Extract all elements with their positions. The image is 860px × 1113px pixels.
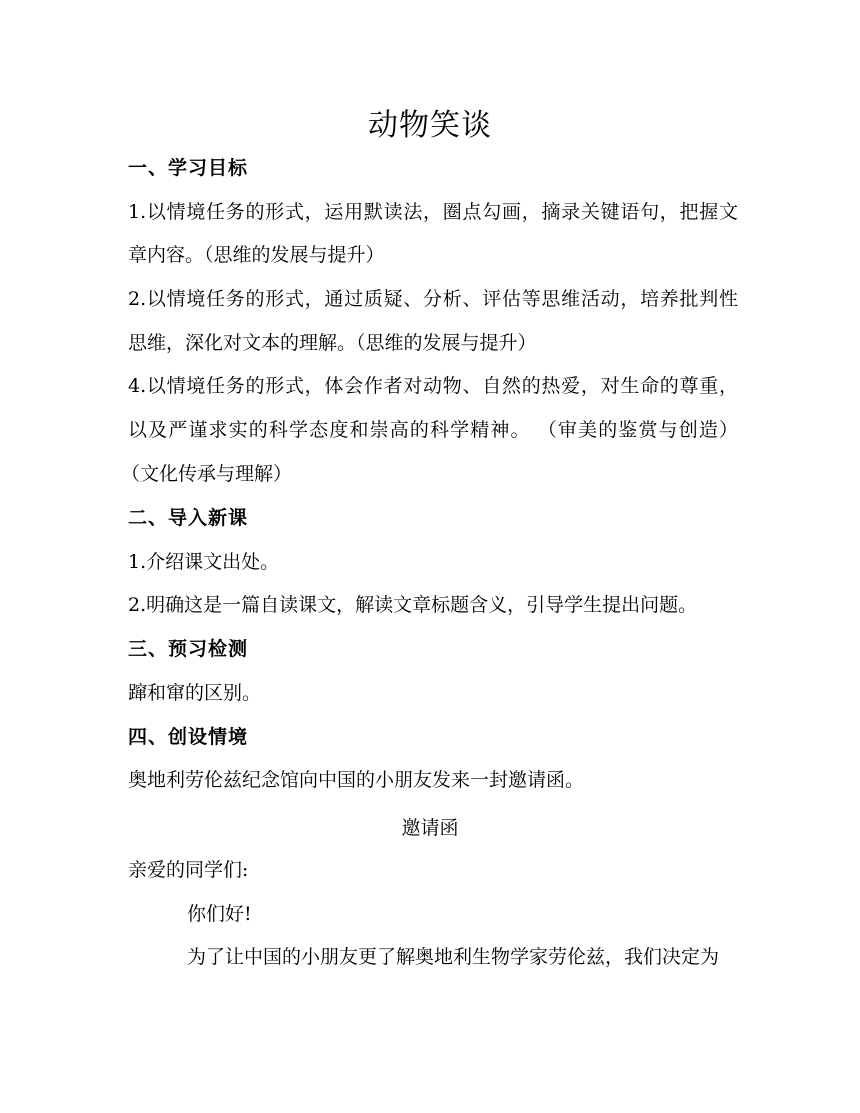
section-heading-preview-check: 三、预习检测 (128, 638, 249, 660)
letter-body-line-1: 为了让中国的小朋友更了解奥地利生物学家劳伦兹，我们决定为 (187, 946, 720, 968)
introduction-item-2: 2.明确这是一篇自读课文，解读文章标题含义，引导学生提出问题。 (128, 594, 698, 616)
letter-title: 邀请函 (401, 817, 459, 839)
goal-3-line-3: （文化传承与理解） (121, 463, 293, 485)
goal-2-line-2: 思维，深化对文本的理解。（思维的发展与提升） (128, 332, 537, 354)
section-heading-learning-goals: 一、学习目标 (128, 157, 249, 179)
goal-1-line-1: 1.以情境任务的形式，运用默读法，圈点勾画，摘录关键语句，把握文 (128, 201, 738, 223)
section-heading-scenario: 四、创设情境 (128, 726, 249, 748)
document-title: 动物笑谈 (368, 108, 492, 143)
goal-1-line-2: 章内容。（思维的发展与提升） (128, 244, 385, 266)
scenario-text: 奥地利劳伦兹纪念馆向中国的小朋友发来一封邀请函。 (128, 769, 585, 791)
introduction-item-1: 1.介绍课文出处。 (128, 551, 280, 573)
goal-3-line-1: 4.以情境任务的形式，体会作者对动物、自然的热爱，对生命的尊重， (128, 375, 738, 397)
section-heading-introduction: 二、导入新课 (128, 507, 249, 529)
letter-salutation: 亲爱的同学们: (128, 859, 249, 881)
preview-check-text: 蹿和窜的区别。 (128, 682, 262, 704)
letter-greeting: 你们好! (187, 903, 252, 925)
goal-2-line-1: 2.以情境任务的形式，通过质疑、分析、评估等思维活动，培养批判性 (128, 288, 738, 310)
goal-3-line-2: 以及严谨求实的科学态度和崇高的科学精神。 （审美的鉴赏与创造） (128, 419, 738, 441)
